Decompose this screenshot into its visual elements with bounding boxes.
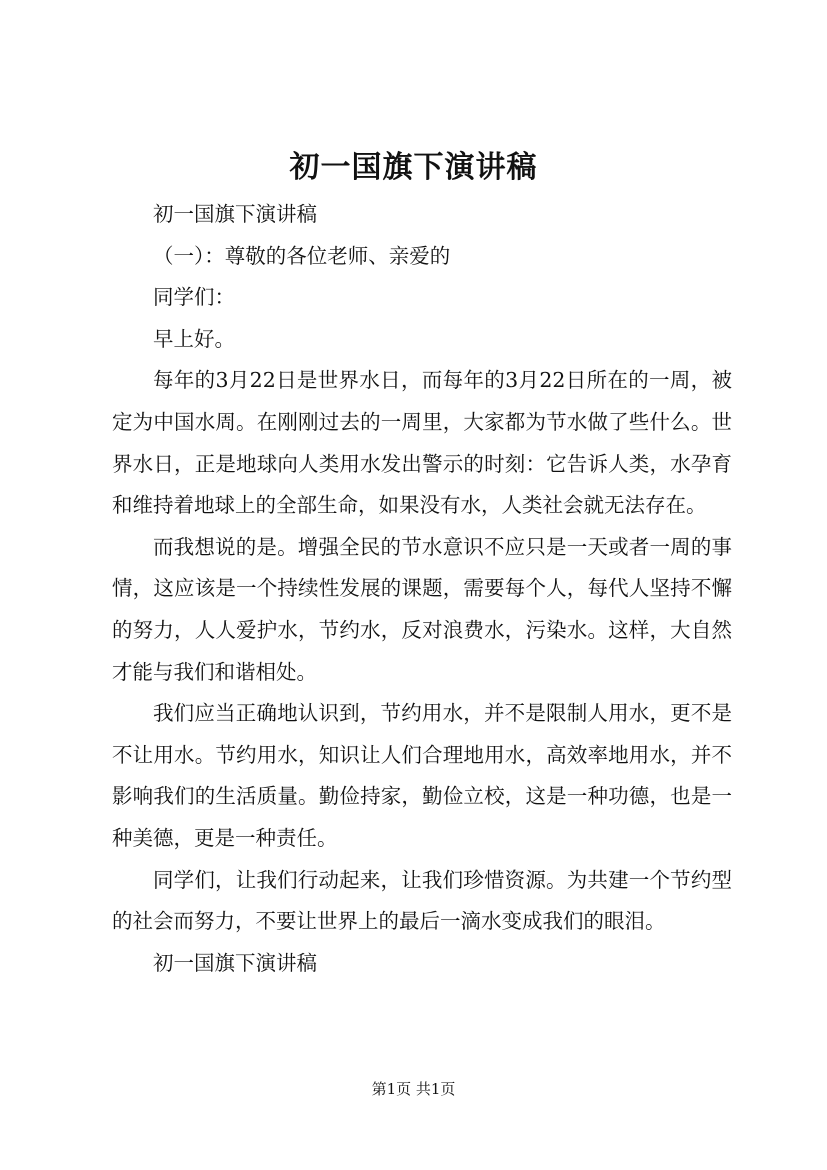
paragraph-call-to-action: 同学们，让我们行动起来，让我们珍惜资源。为共建一个节约型的社会而努力，不要让世界上的最后一滴水变成我们的眼泪。 (112, 867, 732, 934)
page-footer: 第1页 共1页 (371, 1080, 456, 1098)
paragraph-subtitle: 初一国旗下演讲稿 (153, 202, 317, 226)
paragraph-closing-title: 初一国旗下演讲稿 (153, 950, 317, 975)
paragraph-greeting-1: （一）：尊敬的各位老师、亲爱的 (153, 243, 451, 268)
paragraph-world-water-day: 每年的3月22日是世界水日，而每年的3月22日所在的一周，被定为中国水周。在刚刚过去的一周里，大家都为节水做了些什么。世界水日，正是地球向人类用水发出警示的时刻：它告诉人类，水孕育和维持着地球上的全部生命，如果没有水，人类社会就无法存在。 (112, 368, 732, 518)
document-title: 初一国旗下演讲稿 (289, 150, 538, 185)
paragraph-water-awareness: 而我想说的是。增强全民的节水意识不应只是一天或者一周的事情，这应该是一个持续性发展的课题，需要每个人，每代人坚持不懈的努力，人人爱护水，节约水，反对浪费水，污染水。这样，大自然才能与我们和谐相处。 (112, 534, 732, 684)
paragraph-good-morning: 早上好。 (153, 326, 235, 351)
paragraph-greeting-2: 同学们： (153, 285, 235, 310)
document-body (112, 194, 732, 984)
paragraph-save-water: 我们应当正确地认识到，节约用水，并不是限制人用水，更不是不让用水。节约用水，知识让人们合理地用水，高效率地用水，并不影响我们的生活质量。勤俭持家，勤俭立校，这是一种功德，也是一种美德，更是一种责任。 (112, 701, 732, 850)
